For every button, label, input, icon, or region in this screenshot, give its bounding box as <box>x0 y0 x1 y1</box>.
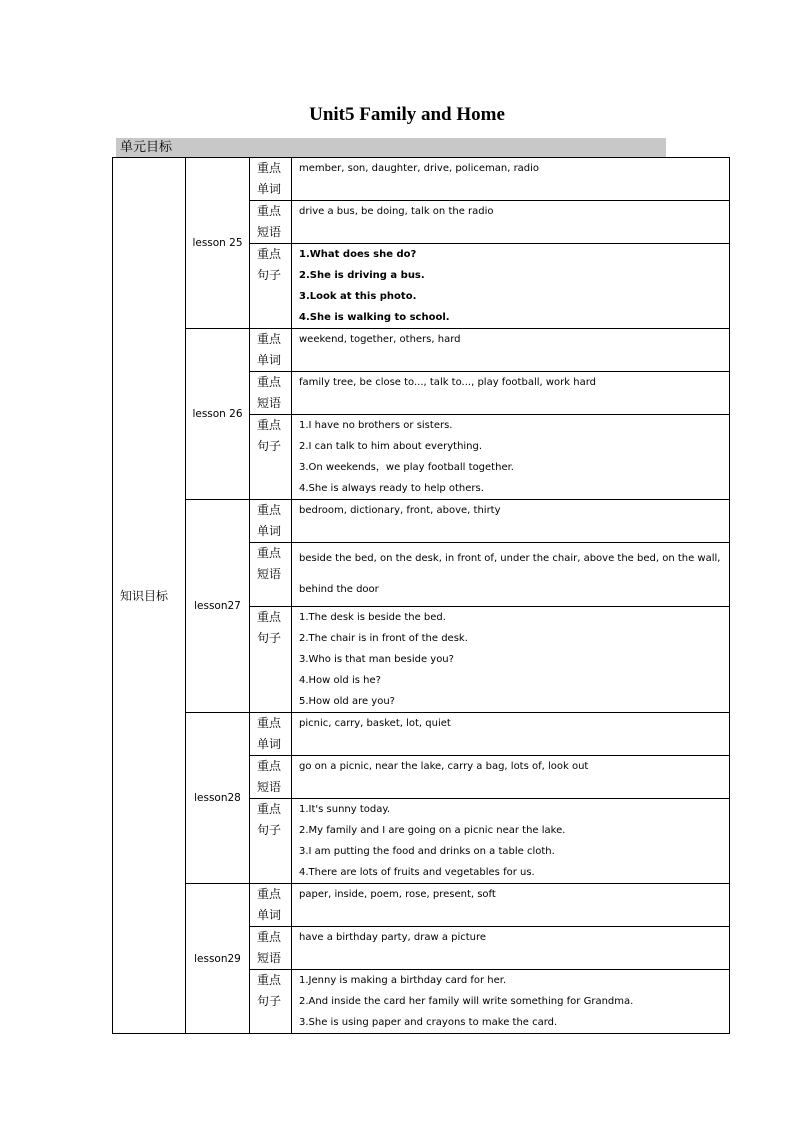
key-sentences: 1.The desk is beside the bed. 2.The chair is in front of the desk. 3.Who is that man beside you? 4.How old is he? 5.How old are you? <box>292 607 730 713</box>
lesson-name: lesson28 <box>186 713 250 884</box>
label-key-words: 重点 单词 <box>250 500 292 543</box>
key-sentences: 1.It's sunny today. 2.My family and I are going on a picnic near the lake. 3.I am putting the food and drinks on a table cloth. 4.There are lots of fruits and vegetables for us. <box>292 799 730 884</box>
label-key-phrases: 重点 短语 <box>250 756 292 799</box>
label-key-phrases: 重点 短语 <box>250 201 292 244</box>
key-phrases: beside the bed, on the desk, in front of, under the chair, above the bed, on the wall, behind the door <box>292 543 730 607</box>
table-row <box>113 884 730 927</box>
category-cell: 知识目标 <box>113 158 186 1034</box>
label-key-sentences: 重点 句子 <box>250 970 292 1034</box>
table-row <box>113 158 730 201</box>
label-key-sentences: 重点 句子 <box>250 607 292 713</box>
key-sentences: 1.What does she do? 2.She is driving a bus. 3.Look at this photo. 4.She is walking to school. <box>292 244 730 329</box>
lesson-name: lesson29 <box>186 884 250 1034</box>
key-phrases: family tree, be close to..., talk to..., play football, work hard <box>292 372 730 415</box>
label-key-phrases: 重点 短语 <box>250 927 292 970</box>
table-row <box>113 329 730 372</box>
label-key-words: 重点 单词 <box>250 713 292 756</box>
key-phrases: drive a bus, be doing, talk on the radio <box>292 201 730 244</box>
label-key-phrases: 重点 短语 <box>250 543 292 607</box>
key-phrases: have a birthday party, draw a picture <box>292 927 730 970</box>
label-key-words: 重点 单词 <box>250 884 292 927</box>
lesson-name: lesson27 <box>186 500 250 713</box>
page-title: Unit5 Family and Home <box>309 104 505 125</box>
lesson-name: lesson 26 <box>186 329 250 500</box>
label-key-sentences: 重点 句子 <box>250 799 292 884</box>
label-key-phrases: 重点 短语 <box>250 372 292 415</box>
key-words: member, son, daughter, drive, policeman, radio <box>292 158 730 201</box>
key-words: picnic, carry, basket, lot, quiet <box>292 713 730 756</box>
table-row <box>113 500 730 543</box>
key-words: paper, inside, poem, rose, present, soft <box>292 884 730 927</box>
key-sentences: 1.Jenny is making a birthday card for her. 2.And inside the card her family will write something for Grandma. 3.She is using paper and crayons to make the card. <box>292 970 730 1034</box>
unit-goals-table <box>112 157 730 1034</box>
key-sentences: 1.I have no brothers or sisters. 2.I can talk to him about everything. 3.On weekends，we play football together. 4.She is always ready to help others. <box>292 415 730 500</box>
label-key-words: 重点 单词 <box>250 158 292 201</box>
key-phrases: go on a picnic, near the lake, carry a bag, lots of, look out <box>292 756 730 799</box>
label-key-words: 重点 单词 <box>250 329 292 372</box>
lesson-name: lesson 25 <box>186 158 250 329</box>
key-words: weekend, together, others, hard <box>292 329 730 372</box>
label-key-sentences: 重点 句子 <box>250 244 292 329</box>
section-header: 单元目标 <box>116 138 666 157</box>
table-row <box>113 713 730 756</box>
key-words: bedroom, dictionary, front, above, thirty <box>292 500 730 543</box>
label-key-sentences: 重点 句子 <box>250 415 292 500</box>
